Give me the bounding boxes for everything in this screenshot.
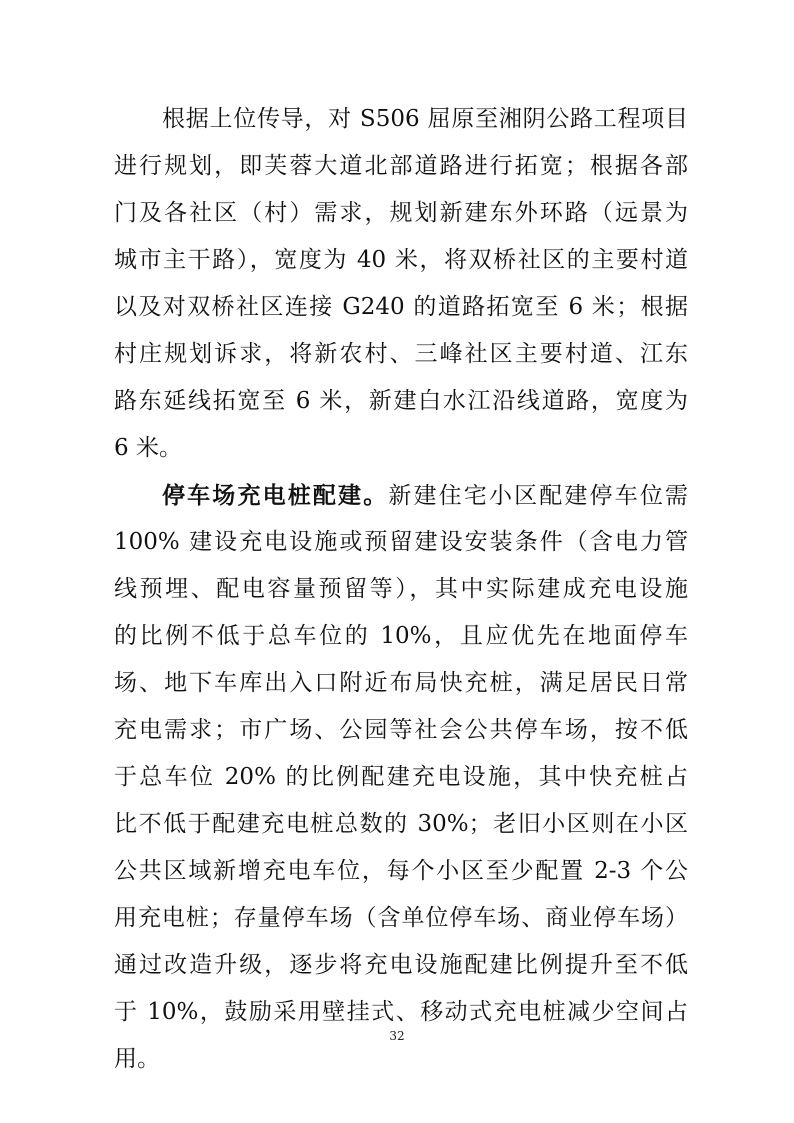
text-line: 于总车位 20% 的比例配建充电设施，其中快充桩占 [114, 764, 688, 790]
text-line: 以及对双桥社区连接 G240 的道路拓宽至 6 米；根据 [114, 294, 688, 320]
text-line [114, 472, 688, 519]
heading-line-text: 新建住宅小区配建停车位需 [388, 483, 688, 509]
text-line: 门及各社区（村）需求，规划新建东外环路（远景为 [114, 200, 688, 226]
text-line: 用充电桩；存量停车场（含单位停车场、商业停车场） [114, 905, 688, 931]
text-line: 城市主干路），宽度为 40 米，将双桥社区的主要村道 [114, 247, 688, 273]
text-line: 于 10%，鼓励采用壁挂式、移动式充电桩减少空间占 [114, 999, 688, 1025]
text-line: 100% 建设充电设施或预留建设安装条件（含电力管 [114, 529, 688, 555]
text-line: 的比例不低于总车位的 10%，且应优先在地面停车 [114, 623, 688, 649]
text-line: 比不低于配建充电桩总数的 30%；老旧小区则在小区 [114, 811, 688, 837]
text-line: 根据上位传导，对 S506 屈原至湘阴公路工程项目 [162, 106, 688, 132]
paragraph-charging-piles [114, 472, 688, 1083]
text-line: 公共区域新增充电车位，每个小区至少配置 2-3 个公 [114, 858, 688, 884]
text-line: 充电需求；市广场、公园等社会公共停车场，按不低 [114, 717, 688, 743]
text-line: 村庄规划诉求，将新农村、三峰社区主要村道、江东 [114, 341, 688, 367]
text-line: 线预埋、配电容量预留等），其中实际建成充电设施 [114, 576, 688, 602]
paragraph-road-planning [114, 96, 688, 472]
text-line: 场、地下车库出入口附近布局快充桩，满足居民日常 [114, 670, 688, 696]
section-heading: 停车场充电桩配建。 [162, 482, 389, 509]
text-line: 6 米。 [114, 435, 182, 461]
document-body [114, 96, 688, 1083]
text-line: 通过改造升级，逐步将充电设施配建比例提升至不低 [114, 952, 688, 978]
text-line: 路东延线拓宽至 6 米，新建白水江沿线道路，宽度为 [114, 388, 688, 414]
text-line: 进行规划，即芙蓉大道北部道路进行拓宽；根据各部 [114, 153, 688, 179]
page-number: 32 [389, 1029, 405, 1043]
text-line: 用。 [114, 1046, 160, 1072]
